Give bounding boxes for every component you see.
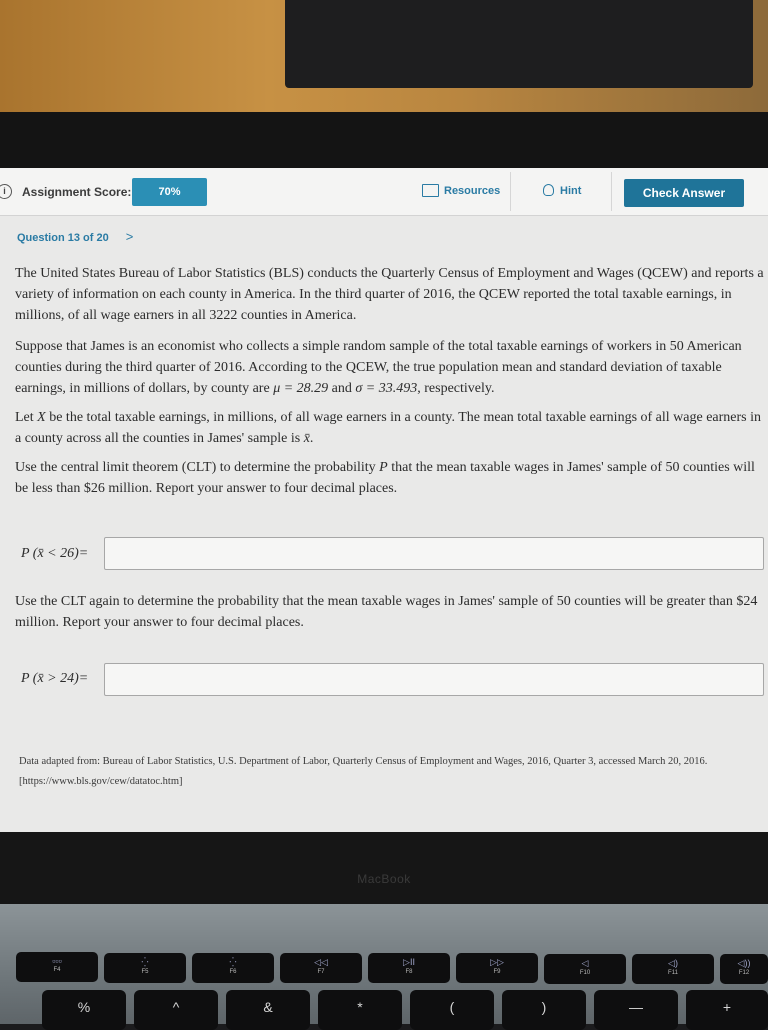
answer-2-label: P (x̄ > 24)= [21, 671, 89, 686]
resources-button[interactable] [410, 172, 510, 211]
lightbulb-icon [543, 184, 554, 196]
p4-text-a: Use the central limit theorem (CLT) to determine the probability [15, 460, 380, 475]
key-open-paren[interactable]: ( [410, 990, 494, 1030]
score-label: Assignment Score: [22, 185, 132, 199]
key-f6[interactable] [192, 953, 274, 983]
sigma-expression: σ = 33.493 [355, 381, 418, 396]
key-ampersand[interactable]: & [226, 990, 310, 1030]
key-symbol: ◁) [668, 958, 678, 968]
key-symbol: ▫▫▫ [52, 956, 62, 966]
key-caret[interactable]: ^ [134, 990, 218, 1030]
resources-label: Resources [444, 185, 501, 197]
variable-p: P [379, 460, 388, 475]
question-paragraph-1: The United States Bureau of Labor Statistics (BLS) conducts the Quarterly Census of Employment and Wages (QCEW) and reports a variety of information on each county in America. In the third quarter of 2016, the QCEW reported the total taxable earnings, in millions, of all wage earners in all 3222 counties in America. [15, 266, 764, 323]
key-label: F10 [579, 970, 591, 976]
background-room [0, 0, 768, 112]
mu-expression: μ = 28.29 [273, 381, 329, 396]
check-answer-button[interactable]: Check Answer [624, 179, 744, 207]
question-paragraph-3 [15, 407, 768, 449]
key-f8[interactable] [368, 953, 450, 983]
question-paragraph-5: Use the CLT again to determine the probability that the mean taxable wages in James' sample of 50 counties will be greater than $24 million. Report your answer to four decimal places. [15, 594, 758, 630]
document-icon [422, 184, 439, 197]
key-close-paren[interactable]: ) [502, 990, 586, 1030]
key-f12[interactable] [720, 954, 768, 984]
background-object [285, 0, 753, 88]
variable-x: X [37, 410, 46, 425]
key-symbol: ▷II [403, 957, 415, 967]
p2-end: , respectively. [417, 381, 495, 396]
p2-text-a: Suppose that James is an economist who collects a simple random sample of the total taxable earnings of workers in 50 American counties during the third quarter of 2016. According to the QCEW, the true population mean and standard deviation of taxable earnings, in millions of dollars, by county are [15, 339, 742, 396]
key-symbol: ⁛ [141, 957, 149, 967]
laptop-brand-label: MacBook [357, 872, 411, 886]
key-label: F12 [738, 970, 750, 976]
question-paragraph-4 [15, 457, 768, 499]
key-label: F8 [405, 969, 413, 975]
key-symbol: ⁛ [229, 957, 237, 967]
assignment-toolbar [0, 168, 768, 216]
key-symbol: ◁◁ [314, 957, 328, 967]
question-counter: Question 13 of 20 [17, 232, 109, 244]
p3-text-b: be the total taxable earnings, in millions, of all wage earners in a county. The mean total taxable earnings of all wage earners in a county across all the counties in James' sample is [15, 410, 762, 446]
key-plus[interactable]: + [686, 990, 768, 1030]
key-percent[interactable]: % [42, 990, 126, 1030]
key-f7[interactable] [280, 953, 362, 983]
p3-text-a: Let [15, 410, 38, 425]
key-asterisk[interactable]: * [318, 990, 402, 1030]
key-symbol: ▷▷ [490, 957, 504, 967]
key-minus[interactable]: — [594, 990, 678, 1030]
key-f10[interactable] [544, 954, 626, 984]
key-f11[interactable] [632, 954, 714, 984]
key-label: F6 [229, 969, 237, 975]
key-symbol: ◁)) [737, 958, 751, 968]
key-label: F4 [53, 967, 61, 973]
answer-2-input[interactable] [104, 663, 764, 696]
p2-and: and [328, 381, 356, 396]
key-symbol: ◁ [581, 958, 589, 968]
key-f5[interactable] [104, 953, 186, 983]
p3-end: . [309, 431, 314, 446]
info-icon[interactable]: i [0, 184, 12, 199]
hint-button[interactable] [510, 172, 612, 211]
variable-xbar: x̄ [303, 431, 310, 446]
key-label: F11 [668, 970, 678, 976]
p4-text-b: that the mean taxable wages in James' sample of 50 counties will be less than $26 million. Report your answer to four decimal places. [15, 460, 755, 496]
answer-1-input[interactable] [104, 537, 764, 570]
key-label: F9 [493, 969, 501, 975]
data-source-note: Data adapted from: Bureau of Labor Statistics, U.S. Department of Labor, Quarterly Census of Employment and Wages, 2016, Quarter 3, accessed March 20, 2016. [https://www.bls.gov/cew/datatoc.htm] [19, 756, 708, 787]
key-f9[interactable] [456, 953, 538, 983]
function-key-row [0, 952, 768, 986]
key-label: F7 [317, 969, 325, 975]
answer-1-label: P (x̄ < 26)= [21, 546, 89, 561]
question-paragraph-2 [15, 336, 768, 399]
hint-label: Hint [560, 185, 582, 197]
screen-bezel-top [0, 112, 768, 168]
score-badge: 70% [132, 178, 207, 206]
browser-viewport [0, 168, 768, 832]
chevron-right-icon[interactable]: > [125, 229, 134, 244]
key-label: F5 [141, 969, 149, 975]
screen-bezel-bottom [0, 832, 768, 904]
question-navigator[interactable] [17, 229, 133, 244]
key-f4[interactable] [16, 952, 98, 982]
